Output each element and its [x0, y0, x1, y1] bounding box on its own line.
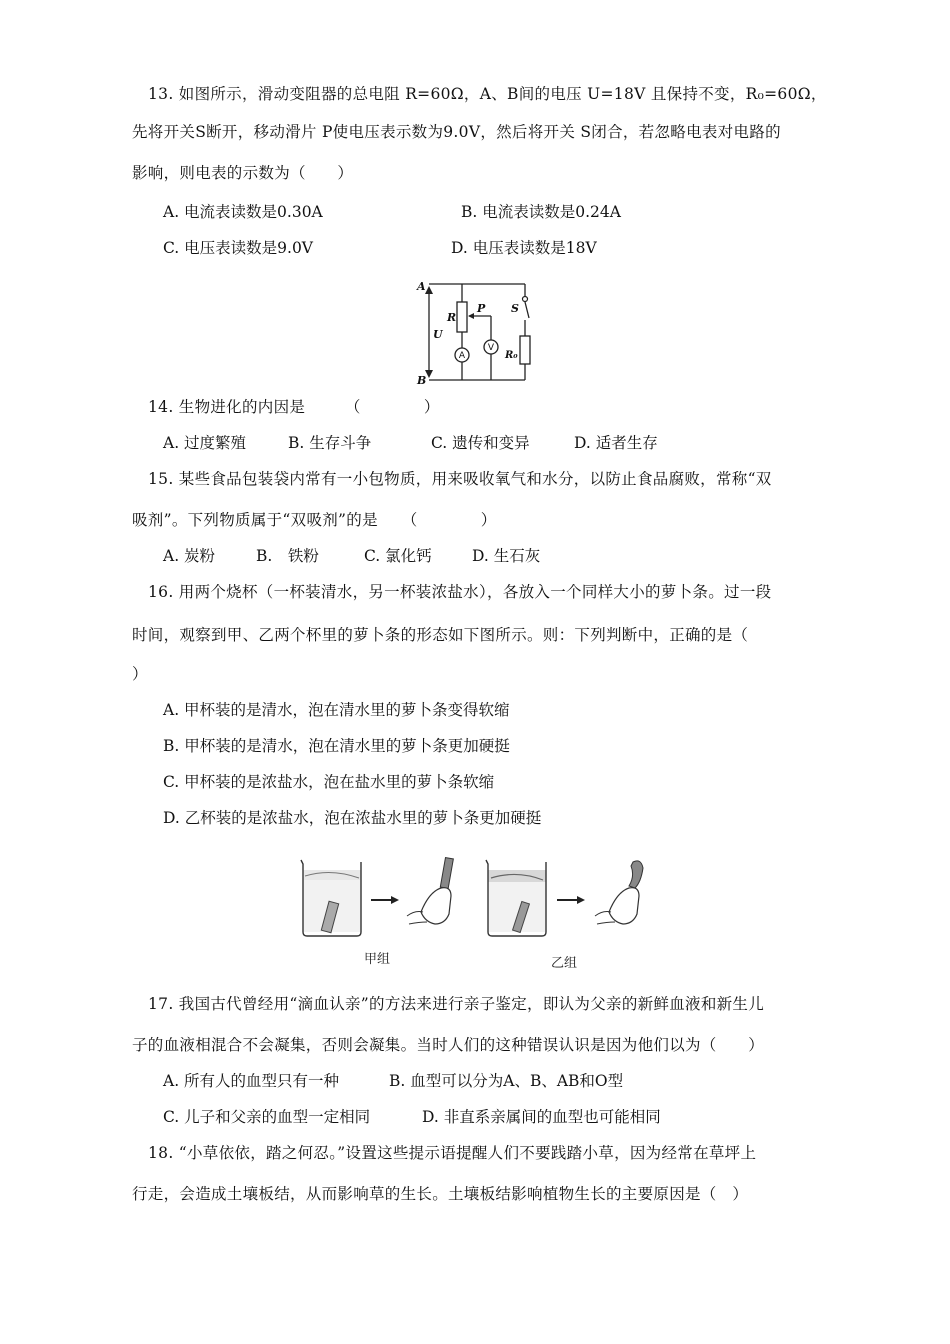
q15-option-b: B. 铁粉: [256, 547, 319, 565]
arrow-right-icon: [557, 896, 585, 904]
label-r0: R₀: [505, 350, 518, 361]
q16-option-a: A. 甲杯装的是清水，泡在清水里的萝卜条变得软缩: [163, 701, 510, 719]
q14-option-c: C. 遗传和变异: [431, 434, 530, 452]
caption-jia-group: 甲组: [364, 952, 391, 967]
label-r: R: [447, 311, 457, 324]
q15-option-c: C. 氯化钙: [364, 547, 432, 565]
caption-yi-group: 乙组: [551, 956, 578, 971]
q16-option-c: C. 甲杯装的是浓盐水，泡在盐水里的萝卜条软缩: [163, 773, 495, 791]
beaker-right: [486, 860, 546, 936]
q13-stem-line1: 13. 如图所示，滑动变阻器的总电阻 R=60Ω，A、B间的电压 U=18V 且保持不变，R₀=60Ω，: [148, 85, 827, 103]
q14-option-d: D. 适者生存: [574, 434, 658, 452]
q16-stem-line3: ）: [132, 665, 148, 683]
hand-radish-right: [595, 861, 643, 924]
q13-circuit-diagram: [415, 276, 540, 388]
q15-option-a: A. 炭粉: [163, 547, 216, 565]
q13-option-b: B. 电流表读数是0.24A: [461, 203, 621, 221]
q17-option-b: B. 血型可以分为A、B、AB和O型: [389, 1072, 624, 1090]
q13-stem-line2: 先将开关S断开，移动滑片 P使电压表示数为9.0V，然后将开关 S闭合，若忽略电表对电路的: [132, 123, 781, 141]
label-a: A: [417, 280, 426, 293]
q16-stem-line2: 时间，观察到甲、乙两个杯里的萝卜条的形态如下图所示。则：下列判断中，正确的是（: [132, 626, 749, 644]
beaker-left: [301, 860, 361, 936]
label-u: U: [433, 328, 443, 341]
q15-stem-line2: 吸剂”。下列物质属于“双吸剂”的是 （ ）: [132, 511, 497, 529]
q18-stem-line2: 行走，会造成土壤板结，从而影响草的生长。土壤板结影响植物生长的主要原因是（ ）: [132, 1185, 749, 1203]
q18-stem-line1: 18. “小草依依，踏之何忍。”设置这些提示语提醒人们不要践踏小草，因为经常在草坪上: [148, 1144, 757, 1162]
slider-arrow-icon: [468, 313, 474, 319]
q14-stem: 14. 生物进化的内因是 （ ）: [148, 398, 440, 416]
q17-option-c: C. 儿子和父亲的血型一定相同: [163, 1108, 371, 1126]
q16-beaker-figure: [295, 852, 675, 942]
q16-stem-line1: 16. 用两个烧杯（一杯装清水，另一杯装浓盐水），各放入一个同样大小的萝卜条。过一段: [148, 583, 772, 601]
q13-option-c: C. 电压表读数是9.0V: [163, 239, 314, 257]
q14-option-a: A. 过度繁殖: [163, 434, 247, 452]
q17-option-d: D. 非直系亲属间的血型也可能相同: [422, 1108, 661, 1126]
q15-stem-line1: 15. 某些食品包装袋内常有一小包物质，用来吸收氧气和水分，以防止食品腐败，常称“双: [148, 470, 772, 488]
ammeter-label: A: [458, 351, 466, 361]
arrow-right-icon: [371, 896, 399, 904]
q17-stem-line1: 17. 我国古代曾经用“滴血认亲”的方法来进行亲子鉴定，即认为父亲的新鲜血液和新生儿: [148, 995, 765, 1013]
q14-option-b: B. 生存斗争: [288, 434, 372, 452]
voltmeter-label: V: [487, 343, 495, 353]
hand-radish-left: [407, 858, 453, 924]
q13-stem-line3: 影响，则电表的示数为（ ）: [132, 164, 354, 182]
q16-option-d: D. 乙杯装的是浓盐水，泡在浓盐水里的萝卜条更加硬挺: [163, 809, 542, 827]
q16-option-b: B. 甲杯装的是清水，泡在清水里的萝卜条更加硬挺: [163, 737, 510, 755]
label-p: P: [477, 302, 486, 315]
q13-option-d: D. 电压表读数是18V: [451, 239, 597, 257]
q13-option-a: A. 电流表读数是0.30A: [163, 203, 323, 221]
label-s: S: [511, 302, 519, 315]
q17-option-a: A. 所有人的血型只有一种: [163, 1072, 340, 1090]
switch-contact-icon: [523, 297, 528, 302]
arrow-up-icon: [425, 286, 433, 294]
q15-option-d: D. 生石灰: [472, 547, 541, 565]
q17-stem-line2: 子的血液相混合不会凝集，否则会凝集。当时人们的这种错误认识是因为他们以为（ ）: [132, 1036, 765, 1054]
label-b: B: [417, 374, 427, 387]
